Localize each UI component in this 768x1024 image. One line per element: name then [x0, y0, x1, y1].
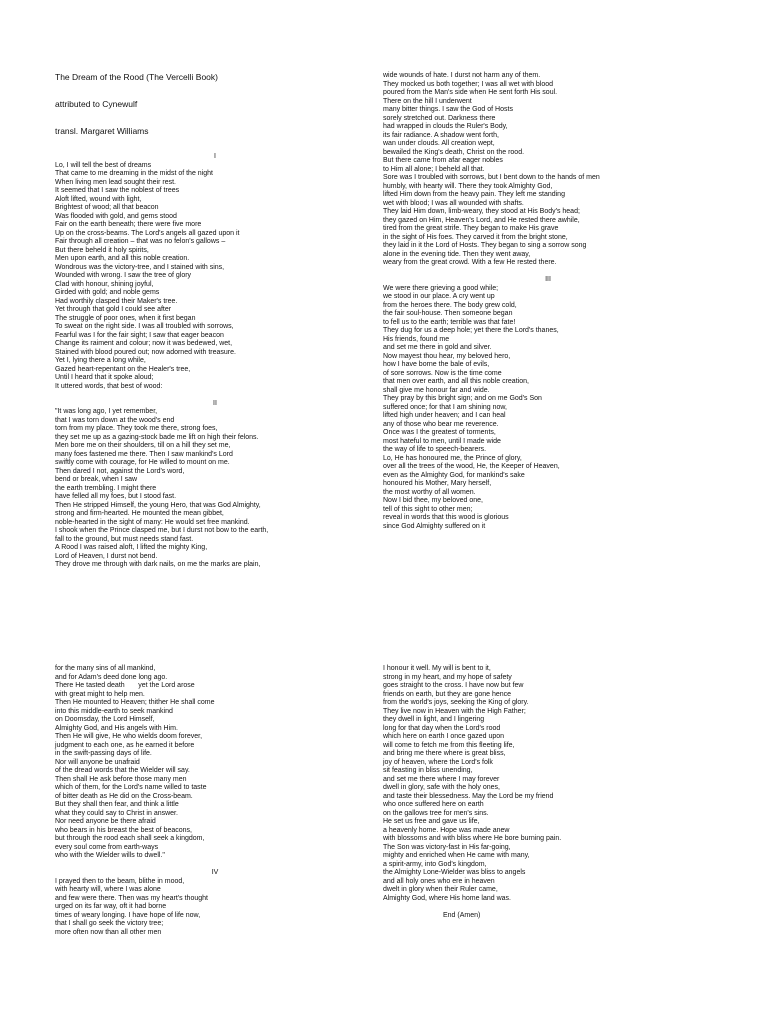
poem-line: It seemed that I saw the noblest of trees: [55, 187, 180, 194]
poem-line: on Doomsday, the Lord Himself,: [55, 716, 155, 723]
column-3: [55, 648, 375, 946]
poem-line: Almighty God, and His angels with Him.: [55, 724, 178, 732]
poem-attribution: attributed to Cynewulf: [55, 99, 138, 109]
poem-line: reveal in words that this wood is glorious: [383, 514, 509, 521]
poem-line: on the gallows tree for men's sins.: [383, 809, 489, 817]
poem-line: swiftly come with courage, for He willed to mount on me.: [55, 459, 230, 466]
poem-line: of bitter death as He did on the Cross-beam.: [55, 792, 193, 800]
poem-line: that men over earth, and all this noble creation,: [383, 378, 529, 385]
section-number: II: [213, 399, 217, 407]
poem-line: with great might to help men.: [55, 690, 145, 698]
poem-line: tired from the great strife. They began to make His grave: [383, 225, 559, 232]
poem-line: He set us free and gave us life,: [383, 818, 480, 825]
poem-line: fall to the ground, but must needs stand fast.: [55, 535, 194, 543]
poem-line: the fair soul-house. Then someone began: [383, 310, 513, 317]
poem-line: and set me there in gold and silver.: [383, 344, 492, 351]
poem-line: They laid Him down, limb-weary, they stood at His Body's head;: [383, 208, 580, 215]
poem-line: will come to fetch me from this fleeting life,: [383, 741, 515, 749]
column-1: [55, 55, 375, 578]
poem-line: [383, 268, 713, 277]
column-2-lines: [383, 72, 713, 531]
poem-line: many foes fastened me there. Then I saw mankind's Lord: [55, 450, 233, 458]
poem-line: urged on its far way, oft it had borne: [55, 903, 167, 910]
poem-translator: transl. Margaret Williams: [55, 126, 149, 136]
poem-line: They drove me through with dark nails, on me the marks are plain,: [55, 561, 261, 568]
poem-line: alone in the evening tide. Then they went away,: [383, 250, 531, 258]
poem-line: with hearty will, where I was alone: [55, 886, 161, 893]
poem-line: dwelt in glory when their Ruler came,: [383, 886, 498, 893]
poem-line: But they shall then fear, and think a little: [55, 801, 179, 808]
poem-line: shall give me honour far and wide.: [383, 386, 490, 394]
poem-line: Nor will anyone be unafraid: [55, 758, 140, 766]
poem-line: its fair radiance. A shadow went forth,: [383, 131, 499, 139]
poem-line: Until I heard that it spoke aloud;: [55, 374, 154, 381]
poem-line: Lo, He has honoured me, the Prince of glory,: [383, 454, 522, 462]
poem-line: wide wounds of hate. I durst not harm any of them.: [383, 72, 541, 79]
poem-line: weary from the great crowd. With a few He rested there.: [383, 259, 557, 266]
poem-line: suffered once; for that I am shining now,: [383, 403, 508, 411]
poem-line: they laid in it the Lord of Hosts. They began to sing a sorrow song: [383, 242, 587, 249]
poem-line: [55, 861, 375, 870]
poem-line: in the sight of His foes. They carved it from the bright stone,: [383, 233, 568, 241]
poem-line: Then shall He ask before those many men: [55, 775, 187, 783]
poem-line: Fair on the earth beneath; there were five more: [55, 221, 202, 228]
poem-line: to Him all alone; I beheld all that.: [383, 165, 485, 173]
poem-line: joy of heaven, where the Lord's folk: [383, 758, 493, 766]
column-4-lines: [383, 665, 713, 920]
poem-line: Then He will give, He who wields doom forever,: [55, 733, 203, 740]
poem-line: Aloft lifted, wound with light,: [55, 195, 142, 203]
poem-line: Then dared I not, against the Lord's word,: [55, 467, 185, 475]
poem-line: poured from the Man's side when He sent forth His soul.: [383, 89, 558, 96]
poem-line: the most worthy of all women.: [383, 488, 476, 496]
poem-line: to fell us to the earth; terrible was that fate!: [383, 318, 516, 326]
poem-line: Nor need anyone be there afraid: [55, 818, 156, 825]
poem-line: wet with blood; I was all wounded with shafts.: [383, 199, 524, 207]
poem-line: any of those who bear me reverence.: [383, 420, 499, 428]
poem-line: I prayed then to the beam, blithe in mood,: [55, 877, 185, 885]
poem-line: The Son was victory-fast in His far-going,: [383, 843, 511, 851]
poem-line: which of them, for the Lord's name willed to taste: [55, 784, 207, 791]
poem-line: A Rood I was raised aloft, I lifted the mighty King,: [55, 544, 208, 551]
poem-line: that I was torn down at the wood's end: [55, 416, 175, 424]
poem-line: and few were there. Then was my heart's thought: [55, 894, 208, 902]
poem-line: Lord of Heaven, I durst not bend.: [55, 552, 158, 560]
section-number: IV: [211, 869, 219, 876]
poem-line: from the world's joys, seeking the King of glory.: [383, 699, 529, 706]
poem-line: It uttered words, that best of wood:: [55, 382, 163, 390]
poem-line: But there came from afar eager nobles: [383, 157, 503, 164]
poem-line: long for that day when the Lord's rood: [383, 724, 501, 732]
poem-line: To sweat on the right side. I was all troubled with sorrows,: [55, 323, 234, 330]
poem-line: even as the Almighty God, for mankind's sake: [383, 471, 525, 479]
end-marker: End (Amen): [443, 911, 481, 919]
poem-line: of sore sorrows. Now is the time come: [383, 369, 502, 377]
poem-line: since God Almighty suffered on it: [383, 522, 486, 530]
poem-line: had wrapped in clouds the Ruler's Body,: [383, 123, 508, 130]
poem-line: have felled all my foes, but I stood fast.: [55, 493, 177, 500]
column-3-lines: [55, 665, 375, 937]
poem-line: They mocked us both together; I was all wet with blood: [383, 80, 554, 88]
poem-line: more often now than all other men: [55, 928, 162, 936]
poem-line: They pray by this bright sign; and on me God's Son: [383, 395, 542, 402]
poem-line: I honour it well. My will is bent to it,: [383, 665, 491, 672]
poem-line: I shook when the Prince clasped me, but I durst not bow to the earth,: [55, 527, 269, 534]
poem-line: humbly, with hearty will. There they took Almighty God,: [383, 182, 553, 190]
poem-line: for the many sins of all mankind,: [55, 665, 156, 672]
poem-line: Then He mounted to Heaven; thither He shall come: [55, 699, 215, 706]
poem-line: Then He stripped Himself, the young Hero, that was God Almighty,: [55, 501, 261, 509]
poem-line: Wounded with wrong. I saw the tree of glory: [55, 272, 192, 279]
poem-line: Lo, I will tell the best of dreams: [55, 161, 152, 169]
poem-line: sit feasting in bliss unending,: [383, 767, 473, 774]
poem-line: a heavenly home. Hope was made anew: [383, 826, 510, 834]
poem-line: There on the hill I underwent: [383, 97, 472, 105]
poem-line: Sore was I troubled with sorrows, but I bent down to the hands of men: [383, 174, 600, 181]
poem-line: torn from my place. They took me there, strong foes,: [55, 425, 218, 432]
poem-line: That came to me dreaming in the midst of the night: [55, 170, 213, 177]
poem-line: strong in my heart, and my hope of safety: [383, 673, 512, 681]
poem-line: Almighty God, where His home land was.: [383, 894, 511, 902]
poem-line: "It was long ago, I yet remember,: [55, 408, 158, 415]
poem-line: Yet through that gold I could see after: [55, 306, 172, 313]
poem-line: Clad with honour, shining joyful,: [55, 280, 154, 288]
column-4: [383, 648, 713, 929]
poem-line: Now mayest thou hear, my beloved hero,: [383, 352, 511, 360]
poem-line: how I have borne the bale of evils,: [383, 361, 490, 368]
poem-line: mighty and enriched when He came with many,: [383, 852, 530, 859]
poem-line: Gazed heart-repentant on the Healer's tree,: [55, 365, 191, 373]
poem-line: that I shall go seek the victory tree;: [55, 920, 164, 927]
poem-line: times of weary longing. I have hope of life now,: [55, 911, 201, 919]
poem-line: judgment to each one, as he earned it before: [55, 741, 195, 749]
poem-line: Stained with blood poured out; now adorned with treasure.: [55, 348, 236, 356]
poem-line: They live now in Heaven with the High Father;: [383, 707, 526, 715]
poem-line: tell of this sight to other men;: [383, 505, 473, 513]
poem-line: sorely stretched out. Darkness there: [383, 114, 496, 122]
poem-line: Had worthily clasped their Maker's tree.: [55, 297, 178, 305]
poem-line: Girded with gold; and noble gems: [55, 289, 160, 296]
poem-line: wan under clouds. All creation wept,: [383, 140, 495, 147]
poem-line: who bears in his breast the best of beacons,: [55, 826, 192, 834]
poem-line: they set me up as a gazing-stock bade me lift on high their felons.: [55, 433, 259, 441]
section-number: I: [214, 153, 216, 160]
poem-line: Up on the cross-beams. The Lord's angels all gazed upon it: [55, 229, 240, 237]
poem-line: and bring me there where is great bliss,: [383, 750, 506, 757]
poem-line: We were there grieving a good while;: [383, 284, 499, 292]
poem-line: in the swift-passing days of life.: [55, 750, 152, 757]
poem-line: the Almighty Lone-Wielder was bliss to angels: [383, 869, 526, 876]
poem-line: Change its raiment and colour; now it was bedewed, wet,: [55, 340, 233, 347]
poem-line: goes straight to the cross. I have now but few: [383, 682, 524, 689]
poem-line: from the heroes there. The body grew cold,: [383, 301, 517, 309]
poem-line: friends on earth, but they are gone hence: [383, 690, 512, 698]
poem-line: we stood in our place. A cry went up: [383, 293, 495, 300]
poem-line: Was flooded with gold, and gems stood: [55, 212, 177, 220]
poem-line: When living men lead sought their rest.: [55, 178, 177, 186]
poem-line: into this middle-earth to seek mankind: [55, 707, 173, 715]
poem-line: a spirit-army, into God's kingdom,: [383, 860, 487, 868]
poem-line: but through the rood each shall seek a kingdom,: [55, 835, 205, 842]
poem-line: the earth trembling. I might there: [55, 484, 157, 492]
poem-line: and set me there where I may forever: [383, 775, 500, 783]
poem-line: and all holy ones who ere in heaven: [383, 877, 495, 885]
poem-line: lifted high under heaven; and I can heal: [383, 412, 506, 419]
poem-line: who once suffered here on earth: [383, 801, 484, 808]
poem-line: But there beheld it holy spirits,: [55, 246, 149, 254]
poem-line: bewailed the King's death, Christ on the rood.: [383, 148, 525, 156]
column-2: [383, 55, 713, 540]
poem-line: Brightest of wood; all that beacon: [55, 204, 159, 211]
poem-line: Men upon earth, and all this noble creation.: [55, 255, 190, 262]
poem-line: they gazed on Him, Heaven's Lord, and He rested there awhile,: [383, 216, 580, 224]
poem-title: The Dream of the Rood (The Vercelli Book): [55, 72, 218, 82]
poem-line: over all the trees of the wood, He, the Keeper of Heaven,: [383, 463, 560, 470]
poem-line: what they could say to Christ in answer.: [55, 809, 178, 817]
section-number: III: [545, 276, 551, 283]
poem-line: His friends, found me: [383, 335, 450, 343]
poem-line: with blossoms and with bliss where He bore burning pain.: [383, 835, 562, 842]
column-1-lines: [55, 153, 375, 570]
poem-line: the way of life to speech-bearers.: [383, 446, 487, 453]
poem-line: Men bore me on their shoulders, till on a hill they set me,: [55, 442, 231, 449]
poem-line: and for Adam's deed done long ago.: [55, 673, 168, 681]
poem-line: Once was I the greatest of torments,: [383, 429, 496, 436]
poem-line: they dwell in light, and I lingering: [383, 716, 485, 723]
poem-line: They dug for us a deep hole; yet there the Lord's thanes,: [383, 327, 559, 334]
poem-line: strong and firm-hearted. He mounted the mean gibbet,: [55, 510, 224, 517]
poem-line: [55, 391, 375, 400]
poem-line: bend or break, when I saw: [55, 476, 138, 483]
poem-line: lifted Him down from the heavy pain. They left me standing: [383, 191, 565, 198]
poem-line: and taste their blessedness. May the Lord be my friend: [383, 792, 554, 800]
poem-line: There He tasted death yet the Lord arose: [55, 682, 195, 689]
poem-line: Wondrous was the victory-tree, and I stained with sins,: [55, 263, 225, 271]
poem-line: which here on earth I once gazed upon: [383, 733, 505, 740]
poem-line: The struggle of poor ones, when it first began: [55, 314, 196, 322]
poem-line: many bitter things. I saw the God of Hosts: [383, 106, 513, 113]
poem-line: noble-hearted in the sight of many: He would set free mankind.: [55, 518, 250, 526]
poem-line: Yet I, lying there a long while,: [55, 357, 146, 364]
poem-line: [383, 903, 713, 912]
poem-line: Fearful was I for the fair sight; I saw that eager beacon: [55, 331, 224, 339]
poem-line: dwell in glory, safe with the holy ones,: [383, 784, 500, 791]
poem-line: honoured his Mother, Mary herself,: [383, 480, 492, 487]
poem-line: Fair through all creation – that was no felon's gallows –: [55, 238, 226, 245]
poem-line: most hateful to men, until I made wide: [383, 437, 501, 445]
poem-line: every soul come from earth-ways: [55, 843, 159, 851]
poem-line: who with the Wielder wills to dwell.": [55, 852, 165, 859]
poem-line: of the dread words that the Wielder will say.: [55, 767, 190, 774]
poem-line: Now I bid thee, my beloved one,: [383, 497, 484, 504]
